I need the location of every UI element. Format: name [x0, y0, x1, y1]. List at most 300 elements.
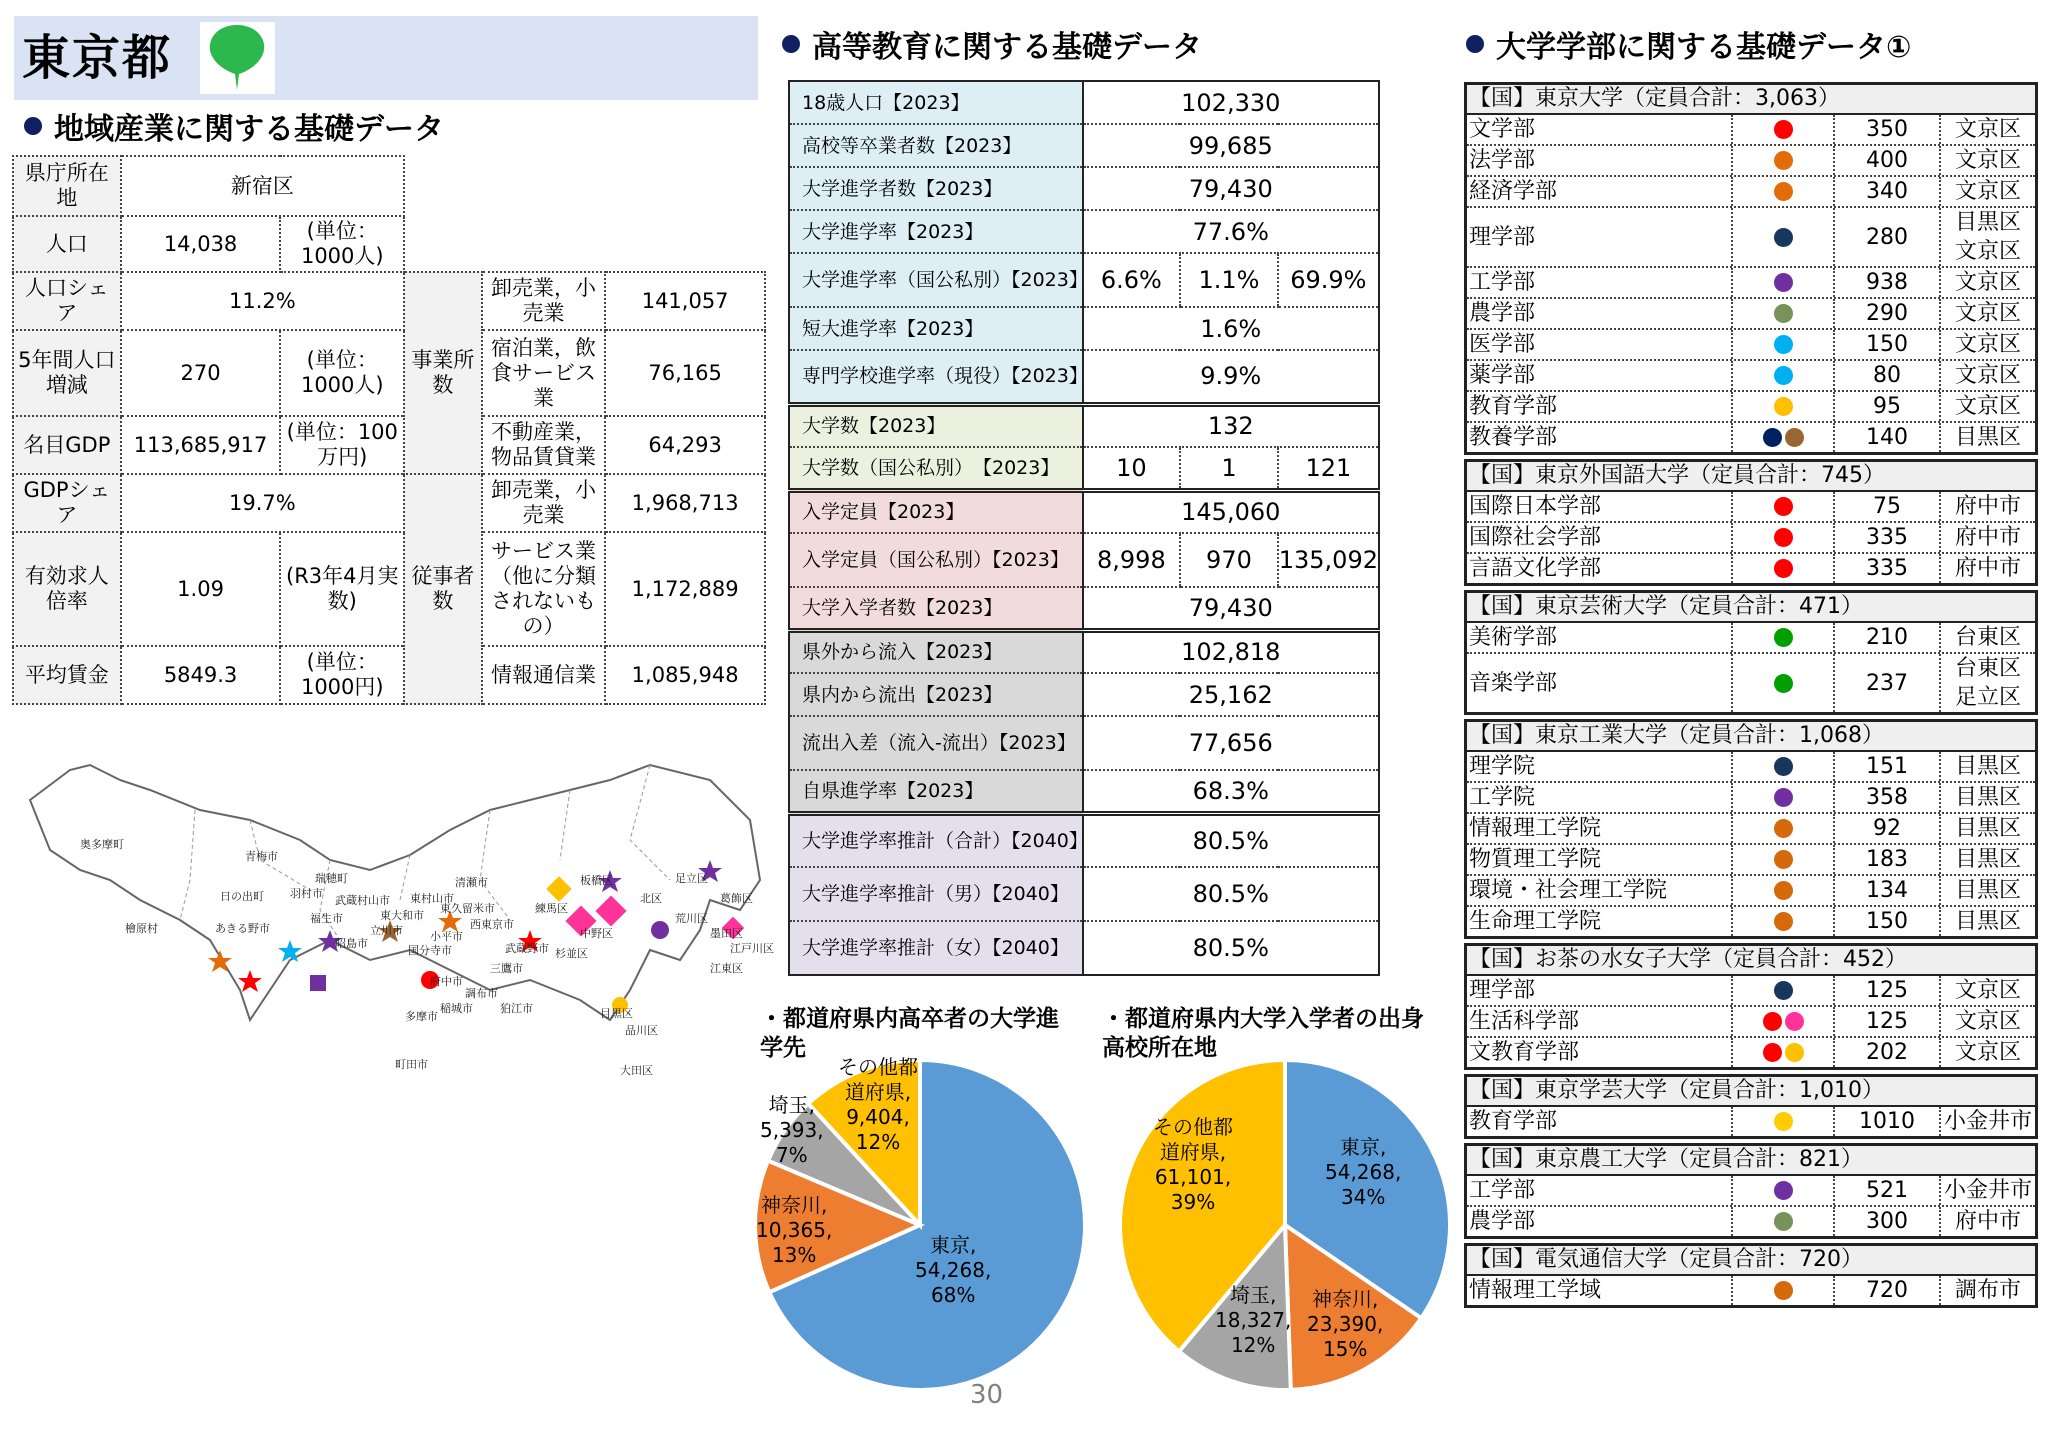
location-text: 目黒区	[1954, 785, 2021, 810]
faculty-location	[1941, 208, 2035, 266]
map-label: 羽村市	[290, 887, 323, 900]
emp-industry-2: 情報通信業	[482, 646, 606, 704]
map-marker-legend	[1733, 330, 1835, 359]
faculty-capacity: 237	[1835, 654, 1941, 712]
regional-title-text: 地域産業に関する基礎データ	[54, 112, 444, 147]
map-marker-legend	[1733, 976, 1835, 1005]
university-block	[1464, 719, 2038, 939]
faculty-row	[1467, 1176, 2035, 1205]
est-industry-1: 宿泊業，飲食サービス業	[482, 330, 606, 416]
faculty-location	[1941, 1176, 2035, 1205]
tokyo-emblem-icon	[200, 22, 275, 94]
location-text: 台東区	[1954, 656, 2021, 681]
faculty-name: 工学部	[1467, 1176, 1733, 1205]
he-value-national: 6.6%	[1083, 253, 1181, 307]
location-text: 目黒区	[1954, 754, 2021, 779]
faculty-row	[1467, 1005, 2035, 1036]
he-value: 102,818	[1083, 630, 1379, 673]
pie2-label-other: その他都 道府県, 61,101, 39%	[1153, 1115, 1233, 1214]
faculty-name: 理学部	[1467, 976, 1733, 1005]
emp-value-0: 1,968,713	[605, 474, 765, 532]
university-block	[1464, 82, 2038, 455]
color-dot-icon	[1785, 1012, 1804, 1031]
he-value: 1.6%	[1083, 307, 1379, 350]
color-dot-icon	[1774, 120, 1793, 139]
faculty-row	[1467, 1205, 2035, 1236]
population-value: 14,038	[121, 216, 281, 272]
pop-change-label: 5年間人口増減	[13, 330, 121, 416]
map-label: 立川市	[370, 924, 403, 937]
gdp-unit: (単位：100万円)	[280, 416, 404, 474]
regional-industry-table	[12, 155, 766, 705]
he-label: 大学進学率推計（男）【2040】	[789, 867, 1083, 921]
map-label: 昭島市	[335, 937, 368, 950]
faculty-name: 医学部	[1467, 330, 1733, 359]
university-header: 【国】東京学芸大学（定員合計：1,010）	[1467, 1077, 2035, 1107]
faculty-row	[1467, 976, 2035, 1005]
higher-ed-table	[788, 80, 1380, 976]
faculty-row	[1467, 115, 2035, 144]
he-value: 68.3%	[1083, 770, 1379, 813]
est-value-1: 76,165	[605, 330, 765, 416]
color-dot-icon	[1763, 428, 1782, 447]
faculty-capacity: 1010	[1835, 1107, 1941, 1136]
map-label: 東大和市	[380, 909, 424, 922]
faculty-capacity: 280	[1835, 208, 1941, 266]
faculty-location	[1941, 299, 2035, 328]
faculty-location	[1941, 361, 2035, 390]
faculty-row	[1467, 266, 2035, 297]
color-dot-icon	[1774, 788, 1793, 807]
faculty-location	[1941, 1007, 2035, 1036]
color-dot-icon	[1774, 1212, 1793, 1231]
emp-industry-1: サービス業（他に分類されないもの）	[482, 532, 606, 646]
higher-ed-title-text: 高等教育に関する基礎データ	[812, 30, 1202, 65]
pie-chart-destination	[750, 1055, 1090, 1395]
faculty-row	[1467, 812, 2035, 843]
map-label: 府中市	[430, 975, 463, 988]
map-label: 瑞穂町	[315, 872, 348, 885]
location-text: 目黒区	[1954, 425, 2021, 450]
est-industry-0: 卸売業，小売業	[482, 272, 606, 330]
faculty-capacity: 183	[1835, 845, 1941, 874]
bullet-icon	[1466, 35, 1484, 53]
he-value: 80.5%	[1192, 934, 1269, 962]
map-label: 稲城市	[440, 1002, 473, 1015]
color-dot-icon	[1774, 850, 1793, 869]
university-block	[1464, 1243, 2038, 1308]
faculty-location	[1941, 752, 2035, 781]
faculty-capacity: 290	[1835, 299, 1941, 328]
map-label: 板橋区	[580, 874, 613, 887]
map-marker-legend	[1733, 146, 1835, 175]
faculty-location	[1941, 845, 2035, 874]
faculty-name: 文学部	[1467, 115, 1733, 144]
he-label: 大学入学者数【2023】	[789, 587, 1083, 630]
map-label: 墨田区	[710, 927, 743, 940]
map-marker-legend	[1733, 752, 1835, 781]
map-marker-legend	[1733, 1276, 1835, 1305]
map-marker-legend	[1733, 115, 1835, 144]
map-label: 西東京市	[470, 918, 514, 931]
faculty-capacity: 340	[1835, 177, 1941, 206]
prefecture-name: 東京都	[22, 30, 173, 86]
job-ratio-note: (R3年4月実数)	[280, 532, 404, 646]
university-block	[1464, 1074, 2038, 1139]
he-value-national: 8,998	[1083, 533, 1181, 587]
map-marker-legend	[1733, 299, 1835, 328]
est-value-0: 141,057	[605, 272, 765, 330]
location-text: 文京区	[1954, 978, 2021, 1003]
map-marker-legend	[1733, 876, 1835, 905]
color-dot-icon	[1774, 304, 1793, 323]
job-ratio-label: 有効求人倍率	[13, 532, 121, 646]
faculty-name: 美術学部	[1467, 623, 1733, 652]
location-text: 文京区	[1954, 148, 2021, 173]
faculty-capacity: 938	[1835, 268, 1941, 297]
faculty-row	[1467, 752, 2035, 781]
university-title-text: 大学学部に関する基礎データ①	[1496, 30, 1912, 65]
pop-share-value: 11.2%	[121, 272, 404, 330]
faculty-capacity: 300	[1835, 1207, 1941, 1236]
faculty-capacity: 95	[1835, 392, 1941, 421]
faculty-capacity: 125	[1835, 976, 1941, 1005]
map-marker-legend	[1733, 361, 1835, 390]
color-dot-icon	[1774, 559, 1793, 578]
faculty-capacity: 80	[1835, 361, 1941, 390]
he-label: 大学進学率（国公私別）【2023】	[789, 253, 1083, 307]
he-value: 77,656	[1083, 716, 1379, 770]
map-label: 奥多摩町	[80, 838, 124, 851]
capital-label: 県庁所在地	[13, 156, 121, 216]
color-dot-icon	[1763, 1043, 1782, 1062]
color-dot-icon	[1785, 1043, 1804, 1062]
faculty-location	[1941, 523, 2035, 552]
faculty-row	[1467, 1107, 2035, 1136]
he-label: 高校等卒業者数【2023】	[789, 124, 1083, 167]
pie2-label-tokyo: 東京, 54,268, 34%	[1325, 1135, 1402, 1209]
map-label: 青梅市	[245, 850, 278, 863]
color-dot-icon	[1763, 1012, 1782, 1031]
university-block	[1464, 943, 2038, 1070]
gdp-value: 113,685,917	[121, 416, 281, 474]
faculty-location	[1941, 1038, 2035, 1067]
university-header: 【国】東京大学（定員合計：3,063）	[1467, 85, 2035, 115]
map-label: 中野区	[580, 927, 613, 940]
faculty-location	[1941, 1107, 2035, 1136]
university-section-title	[1466, 28, 1911, 68]
he-value: 79,430	[1083, 587, 1379, 630]
he-label: 自県進学率【2023】	[789, 770, 1083, 813]
color-dot-icon	[1774, 528, 1793, 547]
map-marker-legend	[1733, 423, 1835, 452]
faculty-location	[1941, 876, 2035, 905]
job-ratio-value: 1.09	[121, 532, 281, 646]
faculty-row	[1467, 905, 2035, 936]
location-text: 文京区	[1954, 1009, 2021, 1034]
faculty-location	[1941, 907, 2035, 936]
university-block	[1464, 590, 2038, 715]
he-value-private: 121	[1278, 447, 1379, 490]
faculty-name: 物質理工学院	[1467, 845, 1733, 874]
faculty-capacity: 202	[1835, 1038, 1941, 1067]
map-label: 荒川区	[675, 912, 708, 925]
faculty-name: 理学院	[1467, 752, 1733, 781]
bullet-icon	[24, 117, 42, 135]
color-dot-icon	[1785, 428, 1804, 447]
map-label: 葛飾区	[720, 892, 753, 905]
faculty-capacity: 151	[1835, 752, 1941, 781]
color-dot-icon	[1774, 182, 1793, 201]
pie1-title: ・都道府県内高卒者の大学進学先	[760, 1006, 1059, 1061]
faculty-row	[1467, 843, 2035, 874]
faculty-name: 法学部	[1467, 146, 1733, 175]
map-label: 大田区	[620, 1064, 653, 1077]
faculty-location	[1941, 1207, 2035, 1236]
map-label: 日の出町	[220, 890, 264, 903]
map-label: 国分寺市	[408, 944, 452, 957]
map-marker-legend	[1733, 268, 1835, 297]
faculty-name: 情報理工学院	[1467, 814, 1733, 843]
location-text: 文京区	[1954, 117, 2021, 142]
pie1-label-tokyo: 東京, 54,268, 68%	[915, 1233, 992, 1307]
faculty-location	[1941, 146, 2035, 175]
location-text: 文京区	[1954, 179, 2021, 204]
he-label: 大学数（国公私別） 【2023】	[789, 447, 1083, 490]
map-label: 多摩市	[405, 1010, 438, 1023]
university-header: 【国】電気通信大学（定員合計：720）	[1467, 1246, 2035, 1276]
location-text: 府中市	[1954, 525, 2021, 550]
map-label: 江戸川区	[730, 942, 774, 955]
faculty-name: 情報理工学域	[1467, 1276, 1733, 1305]
map-marker-legend	[1733, 177, 1835, 206]
higher-ed-section-title	[782, 28, 1202, 68]
map-label: 武蔵村山市	[335, 894, 390, 907]
he-label: 流出入差（流入-流出）【2023】	[789, 716, 1083, 770]
map-label: 杉並区	[555, 947, 588, 960]
location-text: 目黒区	[1954, 847, 2021, 872]
map-label: 狛江市	[500, 1002, 533, 1015]
pie2-title: ・都道府県内大学入学者の出身高校所在地	[1102, 1006, 1424, 1061]
he-label: 入学定員【2023】	[789, 490, 1083, 533]
faculty-location	[1941, 177, 2035, 206]
population-unit: (単位：1000人)	[280, 216, 404, 272]
faculty-location	[1941, 392, 2035, 421]
faculty-name: 国際社会学部	[1467, 523, 1733, 552]
map-label: 江東区	[710, 962, 743, 975]
location-text: 文京区	[1954, 394, 2021, 419]
university-block	[1464, 459, 2038, 586]
he-value: 99,685	[1083, 124, 1379, 167]
location-text: 目黒区	[1954, 909, 2021, 934]
location-text: 目黒区	[1954, 210, 2021, 235]
faculty-name: 理学部	[1467, 208, 1733, 266]
map-label: 三鷹市	[490, 962, 523, 975]
faculty-capacity: 720	[1835, 1276, 1941, 1305]
faculty-location	[1941, 115, 2035, 144]
location-text: 文京区	[1954, 363, 2021, 388]
faculty-name: 教育学部	[1467, 1107, 1733, 1136]
gdp-label: 名目GDP	[13, 416, 121, 474]
faculty-row	[1467, 144, 2035, 175]
location-text: 小金井市	[1943, 1109, 2032, 1134]
map-label: 品川区	[625, 1024, 658, 1037]
map-label: 小平市	[430, 930, 463, 943]
map-label: 調布市	[465, 987, 498, 1000]
location-text: 小金井市	[1943, 1178, 2032, 1203]
he-label: 大学進学者数【2023】	[789, 167, 1083, 210]
faculty-capacity: 150	[1835, 907, 1941, 936]
he-label: 大学進学率推計（合計）【2040】	[789, 813, 1083, 867]
location-text: 足立区	[1954, 685, 2021, 710]
he-label: 大学数【2023】	[789, 404, 1083, 447]
faculty-capacity: 350	[1835, 115, 1941, 144]
he-value: 9.9%	[1083, 350, 1379, 404]
location-text: 府中市	[1954, 494, 2021, 519]
emp-value-2: 1,085,948	[605, 646, 765, 704]
faculty-row	[1467, 552, 2035, 583]
faculty-row	[1467, 652, 2035, 712]
map-label: あきる野市	[215, 922, 270, 935]
faculty-name: 音楽学部	[1467, 654, 1733, 712]
map-marker-legend	[1733, 208, 1835, 266]
location-text: 府中市	[1954, 1209, 2021, 1234]
university-header: 【国】東京農工大学（定員合計：821）	[1467, 1146, 2035, 1176]
faculty-row	[1467, 175, 2035, 206]
map-marker-legend	[1733, 554, 1835, 583]
faculty-name: 工学部	[1467, 268, 1733, 297]
faculty-capacity: 210	[1835, 623, 1941, 652]
establishments-label: 事業所数	[404, 272, 482, 474]
map-marker-legend	[1733, 523, 1835, 552]
he-label: 18歳人口【2023】	[789, 81, 1083, 124]
pie1-label-saitama: 埼玉, 5,393, 7%	[760, 1093, 824, 1167]
emp-value-1: 1,172,889	[605, 532, 765, 646]
map-label: 福生市	[310, 912, 343, 925]
faculty-location	[1941, 268, 2035, 297]
faculty-capacity: 150	[1835, 330, 1941, 359]
he-value-private: 135,092	[1278, 533, 1379, 587]
pop-change-unit: (単位：1000人)	[280, 330, 404, 416]
page-number: 30	[970, 1380, 1004, 1410]
he-value: 102,330	[1083, 81, 1379, 124]
wage-unit: (単位：1000円)	[280, 646, 404, 704]
faculty-row	[1467, 328, 2035, 359]
faculty-location	[1941, 976, 2035, 1005]
location-text: 台東区	[1954, 625, 2021, 650]
map-marker-legend	[1733, 654, 1835, 712]
faculty-capacity: 125	[1835, 1007, 1941, 1036]
he-value: 80.5%	[1083, 867, 1379, 921]
faculty-name: 環境・社会理工学院	[1467, 876, 1733, 905]
location-text: 調布市	[1954, 1278, 2021, 1303]
map-marker-legend	[1733, 783, 1835, 812]
color-dot-icon	[1774, 228, 1793, 247]
university-faculty-table	[1464, 82, 2038, 1312]
faculty-location	[1941, 330, 2035, 359]
color-dot-icon	[1774, 151, 1793, 170]
pie1-label-other: その他都 道府県, 9,404, 12%	[838, 1055, 918, 1154]
color-dot-icon	[1774, 674, 1793, 693]
he-label: 入学定員（国公私別）【2023】	[789, 533, 1083, 587]
faculty-row	[1467, 1276, 2035, 1305]
map-label: 目黒区	[600, 1007, 633, 1020]
map-label: 練馬区	[535, 902, 568, 915]
tokyo-university-map	[10, 760, 774, 1100]
he-value: 25,162	[1083, 673, 1379, 716]
faculty-name: 生命理工学院	[1467, 907, 1733, 936]
faculty-capacity: 335	[1835, 523, 1941, 552]
he-value: 145,060	[1083, 490, 1379, 533]
faculty-capacity: 92	[1835, 814, 1941, 843]
faculty-row	[1467, 206, 2035, 266]
faculty-name: 教育学部	[1467, 392, 1733, 421]
color-dot-icon	[1774, 628, 1793, 647]
university-header: 【国】お茶の水女子大学（定員合計：452）	[1467, 946, 2035, 976]
map-label: 町田市	[395, 1058, 428, 1071]
map-label: 武蔵野市	[505, 942, 549, 955]
faculty-name: 文教育学部	[1467, 1038, 1733, 1067]
he-value: 80.5%	[1083, 813, 1379, 867]
map-marker-legend	[1733, 1107, 1835, 1136]
map-label: 北区	[640, 892, 662, 905]
faculty-name: 生活科学部	[1467, 1007, 1733, 1036]
faculty-row	[1467, 492, 2035, 521]
color-dot-icon	[1774, 1112, 1793, 1131]
pop-change-value: 270	[121, 330, 281, 416]
population-label: 人口	[13, 216, 121, 272]
color-dot-icon	[1774, 366, 1793, 385]
map-marker-legend	[1733, 1176, 1835, 1205]
wage-label: 平均賃金	[13, 646, 121, 704]
he-value: 79,430	[1083, 167, 1379, 210]
map-marker-legend	[1733, 907, 1835, 936]
map-label: 足立区	[675, 872, 708, 885]
he-label: 県内から流出【2023】	[789, 673, 1083, 716]
color-dot-icon	[1774, 1281, 1793, 1300]
pie2-label-kanagawa: 神奈川, 23,390, 15%	[1307, 1287, 1384, 1361]
pop-share-label: 人口シェア	[13, 272, 121, 330]
color-dot-icon	[1774, 335, 1793, 354]
faculty-row	[1467, 1036, 2035, 1067]
map-marker-legend	[1733, 814, 1835, 843]
pie1-label-kanagawa: 神奈川, 10,365, 13%	[756, 1193, 833, 1267]
map-marker-legend	[1733, 1207, 1835, 1236]
map-marker-legend	[1733, 845, 1835, 874]
he-label: 大学進学率推計（女）【2040】	[789, 921, 1083, 975]
pie2-label-saitama: 埼玉, 18,327, 12%	[1215, 1283, 1292, 1357]
faculty-capacity: 335	[1835, 554, 1941, 583]
university-header: 【国】東京工業大学（定員合計：1,068）	[1467, 722, 2035, 752]
color-dot-icon	[1774, 757, 1793, 776]
he-value-public: 1	[1180, 447, 1278, 490]
faculty-name: 薬学部	[1467, 361, 1733, 390]
faculty-location	[1941, 423, 2035, 452]
faculty-capacity: 358	[1835, 783, 1941, 812]
he-label: 専門学校進学率（現役）【2023】	[789, 350, 1083, 404]
pie-chart-origin	[1115, 1055, 1455, 1395]
est-value-2: 64,293	[605, 416, 765, 474]
faculty-capacity: 140	[1835, 423, 1941, 452]
faculty-location	[1941, 1276, 2035, 1305]
map-label: 東久留米市	[440, 902, 495, 915]
map-marker-legend	[1733, 392, 1835, 421]
faculty-location	[1941, 492, 2035, 521]
he-value-public: 1.1%	[1180, 253, 1278, 307]
location-text: 文京区	[1954, 270, 2021, 295]
faculty-row	[1467, 623, 2035, 652]
he-value-national: 10	[1083, 447, 1181, 490]
